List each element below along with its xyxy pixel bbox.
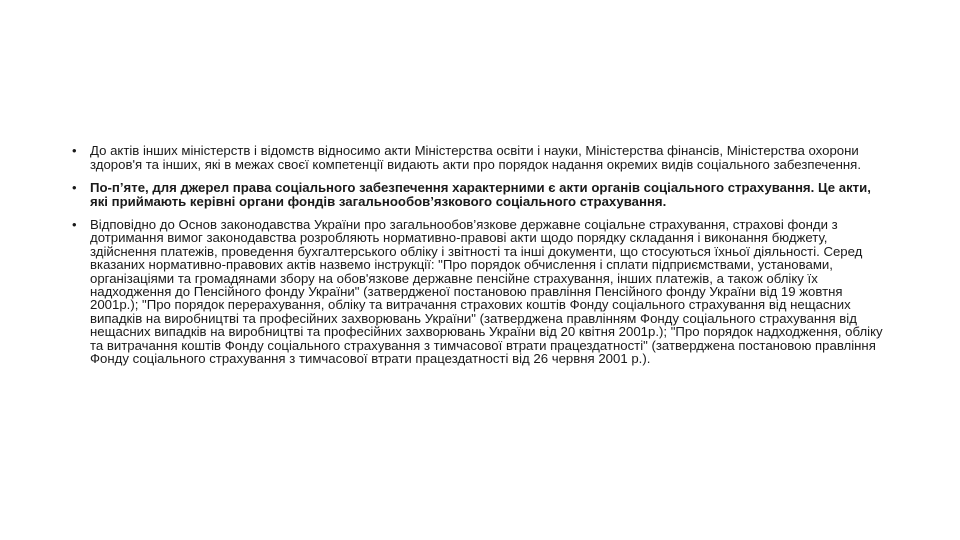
bullet-icon: • <box>72 143 77 158</box>
slide-content <box>72 144 892 374</box>
list-item <box>72 181 892 209</box>
bullet-icon: • <box>72 217 77 232</box>
bullet-list <box>72 144 892 365</box>
bullet-text: По-п’яте, для джерел права соціального забезпечення характерними є акти органів соціального страхування. Це акти, які приймають керівні органи фондів загальнообов’язкового соціального страхування. <box>90 180 871 209</box>
bullet-text: Відповідно до Основ законодавства України про загальнообов’язкове державне соціальне страхування, страхові фонди з дотримання вимог законодавства розробляють нормативно-правові акти щодо порядку складання і виконання бюджету, здійснення платежів, проведення бухгалтерського обліку і звітності та інші документи, що стосуються їхньої діяльності. Серед вказаних нормативно-правових актів назвемо інструкції: "Про порядок обчислення і сплати підприємствами, установами, організаціями та громадянами збору на обов'язкове державне пенсійне страхування, інших платежів, а також обліку їх надходження до Пенсійного фонду України" (затвердженої постановою правління Пенсійного фонду України від 19 жовтня 2001р.); "Про порядок перерахування, обліку та витрачання страхових коштів Фонду соціального страхування від нещасних випадків на виробництві та професійних захворювань України" (затверджена правлінням Фонду соціального страхування від нещасних випадків на виробництві та професійних захворювань України від 20 квітня 2001р.); "Про порядок надходження, обліку та витрачання коштів Фонду соціального страхування з тимчасової втрати працездатності" (затверджена постановою правління Фонду соціального страхування з тимчасової втрати працездатності від 26 червня 2001 р.). <box>90 217 883 367</box>
list-item <box>72 218 892 365</box>
bullet-text: До актів інших міністерств і відомств відносимо акти Міністерства освіти і науки, Міністерства фінансів, Міністерства охорони здоров'я та інших, які в межах своєї компетенції видають акти про порядок надання окремих видів соціального забезпечення. <box>90 143 861 172</box>
bullet-icon: • <box>72 180 77 195</box>
list-item <box>72 144 892 172</box>
